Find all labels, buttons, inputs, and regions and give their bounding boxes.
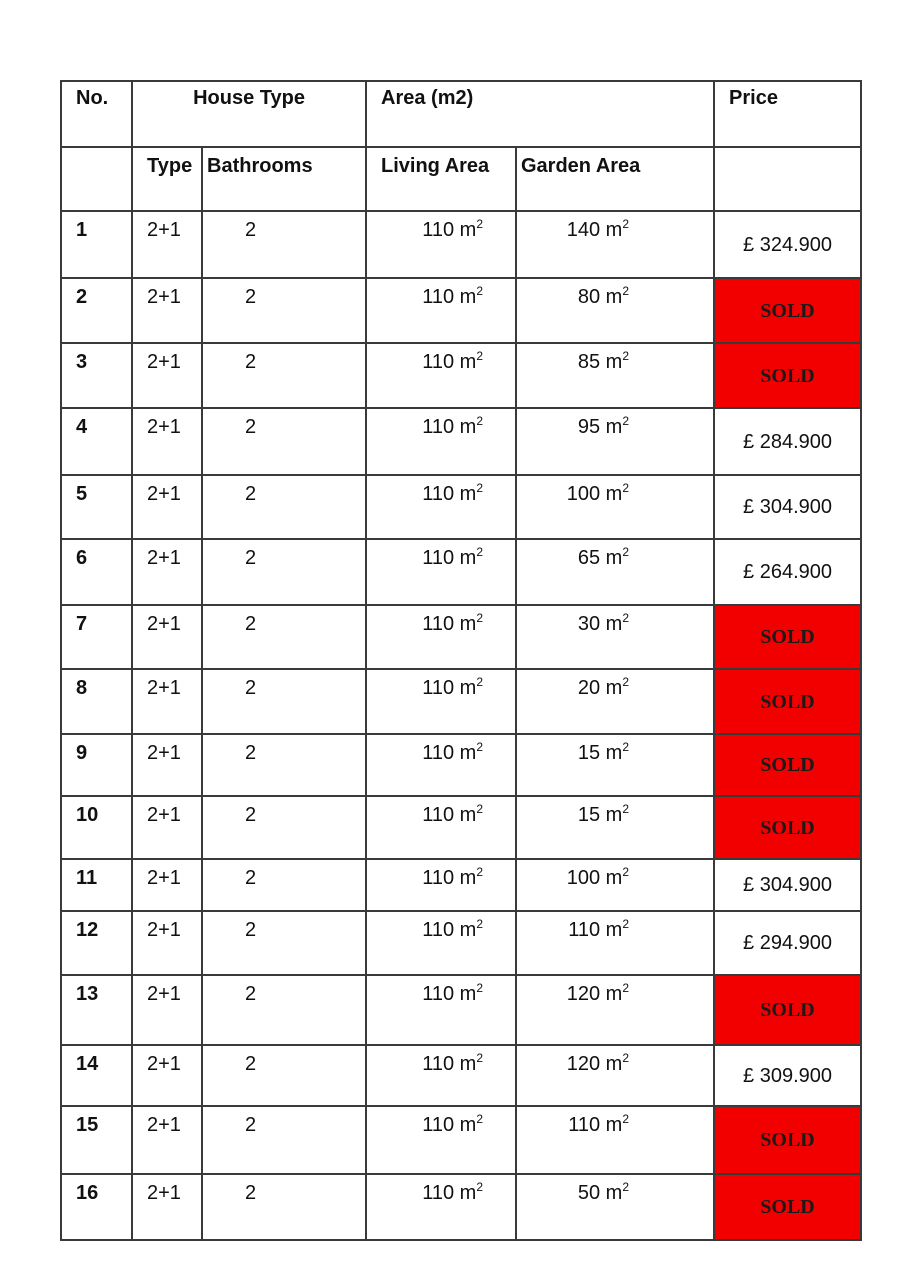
cell-garden-area-value: 100 bbox=[566, 483, 601, 505]
cell-garden-area bbox=[516, 539, 714, 605]
table-row bbox=[61, 1045, 861, 1106]
cell-price: £ 309.900 bbox=[714, 1045, 861, 1106]
table-row bbox=[61, 475, 861, 539]
unit-exponent: 2 bbox=[476, 917, 483, 931]
unit-label: m bbox=[459, 547, 477, 569]
unit-exponent: 2 bbox=[622, 611, 630, 625]
unit-label: m bbox=[605, 416, 623, 438]
cell-living-area bbox=[366, 408, 516, 475]
table-row bbox=[61, 211, 861, 278]
cell-living-area bbox=[366, 734, 516, 796]
cell-no: 4 bbox=[61, 408, 132, 475]
unit-exponent: 2 bbox=[622, 1180, 630, 1194]
unit-exponent: 2 bbox=[622, 1112, 630, 1126]
unit-exponent: 2 bbox=[622, 545, 630, 559]
unit-exponent: 2 bbox=[622, 740, 630, 754]
subheader-garden-area: Garden Area bbox=[516, 147, 714, 211]
unit-label: m bbox=[605, 983, 623, 1005]
cell-type: 2+1 bbox=[132, 1045, 202, 1106]
unit-exponent: 2 bbox=[622, 917, 630, 931]
cell-garden-area bbox=[516, 1106, 714, 1174]
cell-garden-area-value: 65 bbox=[577, 547, 601, 569]
cell-garden-area bbox=[516, 605, 714, 669]
unit-exponent: 2 bbox=[622, 349, 630, 363]
unit-exponent: 2 bbox=[476, 865, 483, 879]
table-row bbox=[61, 734, 861, 796]
cell-garden-area bbox=[516, 734, 714, 796]
cell-bathrooms: 2 bbox=[202, 605, 366, 669]
unit-exponent: 2 bbox=[476, 740, 483, 754]
cell-bathrooms: 2 bbox=[202, 343, 366, 408]
header-price: Price bbox=[714, 81, 861, 147]
unit-label: m bbox=[605, 613, 623, 635]
cell-living-area-value: 110 bbox=[422, 1114, 455, 1136]
cell-living-area bbox=[366, 796, 516, 859]
unit-label: m bbox=[605, 219, 623, 241]
cell-living-area-value: 110 bbox=[422, 867, 455, 889]
cell-living-area-value: 110 bbox=[422, 742, 455, 764]
cell-living-area bbox=[366, 343, 516, 408]
cell-garden-area bbox=[516, 796, 714, 859]
cell-living-area-value: 110 bbox=[422, 286, 455, 308]
unit-label: m bbox=[459, 286, 477, 308]
header-house-type: House Type bbox=[132, 81, 366, 147]
cell-garden-area-value: 30 bbox=[577, 613, 601, 635]
unit-exponent: 2 bbox=[476, 1112, 483, 1126]
cell-price: £ 304.900 bbox=[714, 475, 861, 539]
cell-type: 2+1 bbox=[132, 343, 202, 408]
cell-garden-area bbox=[516, 408, 714, 475]
cell-garden-area-value: 85 bbox=[577, 351, 601, 373]
unit-exponent: 2 bbox=[476, 545, 483, 559]
cell-garden-area-value: 80 bbox=[577, 286, 601, 308]
cell-garden-area-value: 120 bbox=[566, 983, 601, 1005]
cell-bathrooms: 2 bbox=[202, 859, 366, 911]
cell-garden-area bbox=[516, 278, 714, 343]
cell-living-area-value: 110 bbox=[422, 919, 455, 941]
subheader-empty-no bbox=[61, 147, 132, 211]
table-row bbox=[61, 796, 861, 859]
cell-no: 2 bbox=[61, 278, 132, 343]
table-row bbox=[61, 1174, 861, 1240]
subheader-bathrooms: Bathrooms bbox=[202, 147, 366, 211]
cell-garden-area bbox=[516, 475, 714, 539]
cell-no: 10 bbox=[61, 796, 132, 859]
cell-garden-area-value: 15 bbox=[577, 742, 601, 764]
cell-garden-area bbox=[516, 859, 714, 911]
unit-label: m bbox=[605, 1182, 623, 1204]
cell-garden-area-value: 110 bbox=[568, 1114, 601, 1136]
house-price-table bbox=[60, 80, 862, 1241]
cell-living-area bbox=[366, 975, 516, 1045]
unit-exponent: 2 bbox=[476, 349, 483, 363]
cell-no: 7 bbox=[61, 605, 132, 669]
unit-label: m bbox=[459, 919, 477, 941]
cell-living-area bbox=[366, 211, 516, 278]
cell-bathrooms: 2 bbox=[202, 408, 366, 475]
cell-garden-area bbox=[516, 975, 714, 1045]
cell-living-area bbox=[366, 1106, 516, 1174]
cell-type: 2+1 bbox=[132, 408, 202, 475]
unit-exponent: 2 bbox=[622, 481, 630, 495]
table-row bbox=[61, 911, 861, 975]
cell-no: 14 bbox=[61, 1045, 132, 1106]
cell-garden-area-value: 50 bbox=[577, 1182, 601, 1204]
cell-type: 2+1 bbox=[132, 605, 202, 669]
unit-label: m bbox=[459, 613, 477, 635]
cell-no: 16 bbox=[61, 1174, 132, 1240]
cell-garden-area bbox=[516, 1045, 714, 1106]
cell-living-area-value: 110 bbox=[422, 1053, 455, 1075]
cell-price: £ 264.900 bbox=[714, 539, 861, 605]
cell-type: 2+1 bbox=[132, 734, 202, 796]
sold-badge: SOLD bbox=[714, 1106, 861, 1174]
unit-exponent: 2 bbox=[476, 284, 483, 298]
cell-price: £ 294.900 bbox=[714, 911, 861, 975]
unit-label: m bbox=[605, 1053, 623, 1075]
unit-label: m bbox=[605, 919, 623, 941]
cell-garden-area bbox=[516, 911, 714, 975]
header-no: No. bbox=[61, 81, 132, 147]
cell-garden-area bbox=[516, 343, 714, 408]
unit-exponent: 2 bbox=[476, 675, 483, 689]
sold-badge: SOLD bbox=[714, 605, 861, 669]
cell-type: 2+1 bbox=[132, 669, 202, 734]
subheader-type: Type bbox=[132, 147, 202, 211]
cell-bathrooms: 2 bbox=[202, 1174, 366, 1240]
cell-no: 9 bbox=[61, 734, 132, 796]
cell-bathrooms: 2 bbox=[202, 211, 366, 278]
header-area: Area (m2) bbox=[366, 81, 714, 147]
unit-exponent: 2 bbox=[622, 802, 630, 816]
unit-label: m bbox=[605, 1114, 623, 1136]
unit-label: m bbox=[605, 867, 623, 889]
cell-bathrooms: 2 bbox=[202, 278, 366, 343]
table-row bbox=[61, 605, 861, 669]
cell-bathrooms: 2 bbox=[202, 911, 366, 975]
cell-bathrooms: 2 bbox=[202, 1106, 366, 1174]
cell-bathrooms: 2 bbox=[202, 475, 366, 539]
table-row bbox=[61, 669, 861, 734]
cell-living-area-value: 110 bbox=[422, 1182, 455, 1204]
unit-label: m bbox=[605, 742, 623, 764]
unit-label: m bbox=[459, 1114, 477, 1136]
cell-living-area-value: 110 bbox=[422, 613, 455, 635]
unit-exponent: 2 bbox=[622, 284, 630, 298]
cell-living-area bbox=[366, 1045, 516, 1106]
subheader-row bbox=[61, 147, 861, 211]
cell-garden-area bbox=[516, 1174, 714, 1240]
unit-label: m bbox=[459, 219, 477, 241]
unit-label: m bbox=[459, 983, 477, 1005]
cell-living-area bbox=[366, 1174, 516, 1240]
cell-price: £ 324.900 bbox=[714, 211, 861, 278]
unit-label: m bbox=[605, 804, 623, 826]
unit-exponent: 2 bbox=[622, 1051, 630, 1065]
cell-type: 2+1 bbox=[132, 859, 202, 911]
cell-living-area-value: 110 bbox=[422, 483, 455, 505]
cell-living-area bbox=[366, 911, 516, 975]
unit-label: m bbox=[459, 351, 477, 373]
cell-price: £ 304.900 bbox=[714, 859, 861, 911]
unit-label: m bbox=[605, 547, 623, 569]
cell-no: 5 bbox=[61, 475, 132, 539]
cell-bathrooms: 2 bbox=[202, 975, 366, 1045]
cell-no: 13 bbox=[61, 975, 132, 1045]
cell-type: 2+1 bbox=[132, 1106, 202, 1174]
cell-no: 3 bbox=[61, 343, 132, 408]
cell-no: 8 bbox=[61, 669, 132, 734]
unit-label: m bbox=[459, 867, 477, 889]
subheader-empty-price bbox=[714, 147, 861, 211]
unit-label: m bbox=[459, 1053, 477, 1075]
unit-exponent: 2 bbox=[476, 1051, 483, 1065]
header-row bbox=[61, 81, 861, 147]
table-row bbox=[61, 859, 861, 911]
cell-living-area-value: 110 bbox=[422, 547, 455, 569]
cell-living-area-value: 110 bbox=[422, 804, 455, 826]
cell-living-area-value: 110 bbox=[422, 351, 455, 373]
cell-no: 15 bbox=[61, 1106, 132, 1174]
unit-label: m bbox=[605, 351, 623, 373]
cell-garden-area-value: 120 bbox=[566, 1053, 601, 1075]
cell-type: 2+1 bbox=[132, 796, 202, 859]
cell-living-area bbox=[366, 539, 516, 605]
unit-label: m bbox=[605, 483, 623, 505]
cell-type: 2+1 bbox=[132, 211, 202, 278]
cell-garden-area-value: 110 bbox=[568, 919, 601, 941]
sold-badge: SOLD bbox=[714, 669, 861, 734]
unit-label: m bbox=[459, 416, 477, 438]
cell-type: 2+1 bbox=[132, 1174, 202, 1240]
unit-exponent: 2 bbox=[476, 217, 483, 231]
sold-badge: SOLD bbox=[714, 1174, 861, 1240]
cell-garden-area-value: 100 bbox=[566, 867, 601, 889]
cell-bathrooms: 2 bbox=[202, 796, 366, 859]
cell-no: 6 bbox=[61, 539, 132, 605]
table-row bbox=[61, 539, 861, 605]
cell-living-area bbox=[366, 859, 516, 911]
table-row bbox=[61, 408, 861, 475]
unit-label: m bbox=[605, 677, 623, 699]
unit-label: m bbox=[459, 742, 477, 764]
cell-no: 1 bbox=[61, 211, 132, 278]
sold-badge: SOLD bbox=[714, 278, 861, 343]
cell-bathrooms: 2 bbox=[202, 539, 366, 605]
cell-type: 2+1 bbox=[132, 475, 202, 539]
table-row bbox=[61, 1106, 861, 1174]
unit-exponent: 2 bbox=[476, 981, 483, 995]
cell-type: 2+1 bbox=[132, 278, 202, 343]
sold-badge: SOLD bbox=[714, 734, 861, 796]
unit-exponent: 2 bbox=[476, 481, 483, 495]
table-row bbox=[61, 343, 861, 408]
cell-living-area-value: 110 bbox=[422, 219, 455, 241]
unit-exponent: 2 bbox=[476, 414, 483, 428]
unit-label: m bbox=[459, 677, 477, 699]
cell-type: 2+1 bbox=[132, 975, 202, 1045]
cell-type: 2+1 bbox=[132, 911, 202, 975]
cell-garden-area-value: 95 bbox=[577, 416, 601, 438]
cell-living-area bbox=[366, 475, 516, 539]
unit-exponent: 2 bbox=[622, 217, 630, 231]
cell-no: 11 bbox=[61, 859, 132, 911]
unit-exponent: 2 bbox=[622, 865, 630, 879]
cell-living-area-value: 110 bbox=[422, 983, 455, 1005]
unit-label: m bbox=[605, 286, 623, 308]
unit-exponent: 2 bbox=[622, 414, 630, 428]
cell-type: 2+1 bbox=[132, 539, 202, 605]
cell-living-area-value: 110 bbox=[422, 677, 455, 699]
cell-living-area-value: 110 bbox=[422, 416, 455, 438]
cell-garden-area-value: 140 bbox=[566, 219, 601, 241]
cell-garden-area bbox=[516, 669, 714, 734]
unit-label: m bbox=[459, 1182, 477, 1204]
table-row bbox=[61, 975, 861, 1045]
unit-exponent: 2 bbox=[476, 1180, 483, 1194]
unit-label: m bbox=[459, 804, 477, 826]
cell-price: £ 284.900 bbox=[714, 408, 861, 475]
unit-label: m bbox=[459, 483, 477, 505]
cell-living-area bbox=[366, 605, 516, 669]
sold-badge: SOLD bbox=[714, 975, 861, 1045]
unit-exponent: 2 bbox=[622, 675, 630, 689]
cell-bathrooms: 2 bbox=[202, 734, 366, 796]
unit-exponent: 2 bbox=[476, 802, 483, 816]
cell-bathrooms: 2 bbox=[202, 669, 366, 734]
cell-living-area bbox=[366, 669, 516, 734]
table-row bbox=[61, 278, 861, 343]
sold-badge: SOLD bbox=[714, 343, 861, 408]
cell-living-area bbox=[366, 278, 516, 343]
cell-garden-area bbox=[516, 211, 714, 278]
cell-no: 12 bbox=[61, 911, 132, 975]
sold-badge: SOLD bbox=[714, 796, 861, 859]
cell-garden-area-value: 15 bbox=[577, 804, 601, 826]
cell-garden-area-value: 20 bbox=[577, 677, 601, 699]
subheader-living-area: Living Area bbox=[366, 147, 516, 211]
unit-exponent: 2 bbox=[476, 611, 483, 625]
cell-bathrooms: 2 bbox=[202, 1045, 366, 1106]
unit-exponent: 2 bbox=[622, 981, 630, 995]
